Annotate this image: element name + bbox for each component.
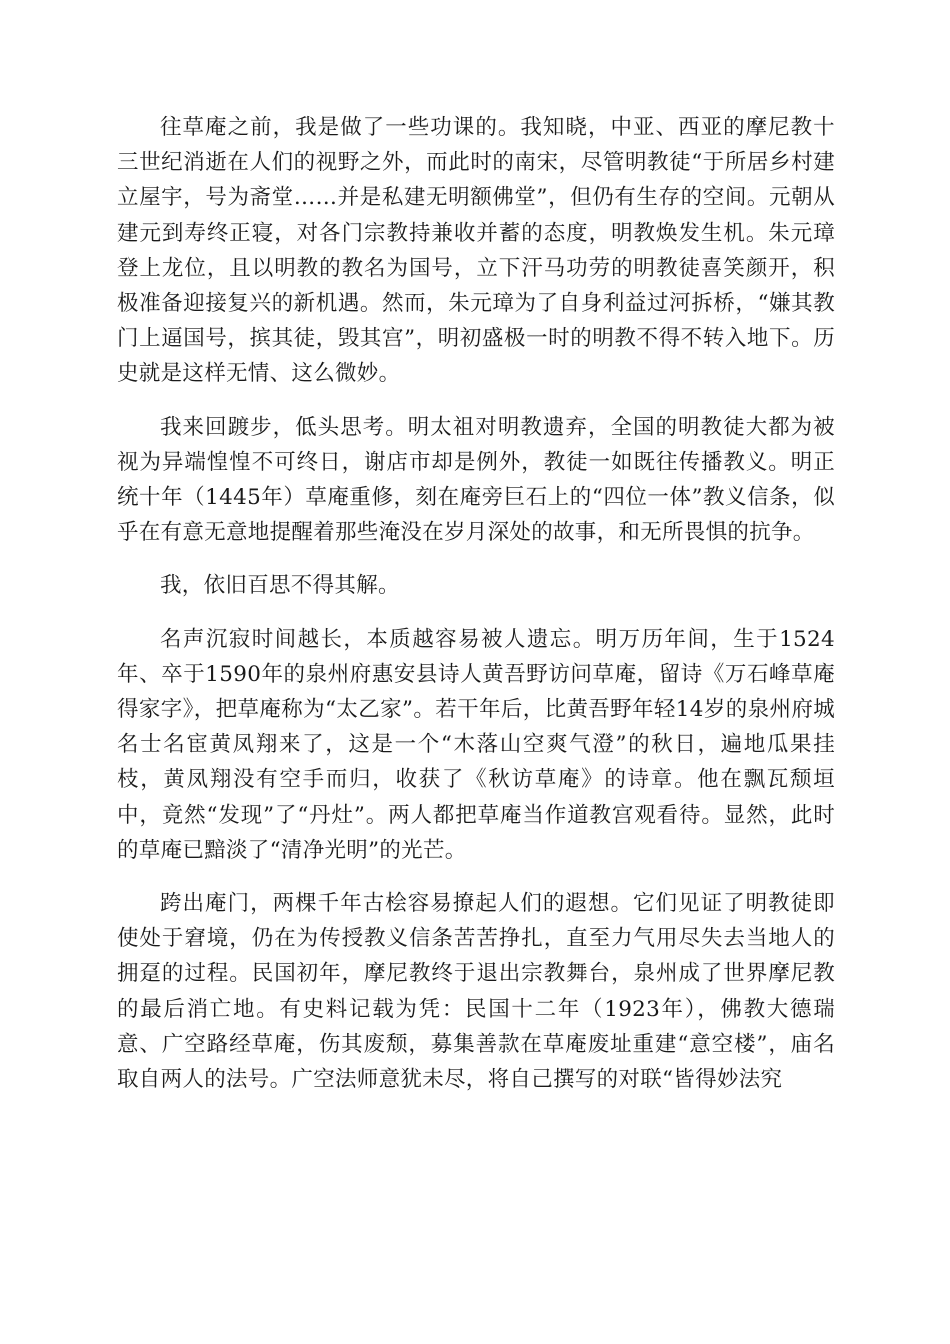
paragraph-3: 我，依旧百思不得其解。	[160, 573, 400, 599]
paragraph-2: 我来回踱步，低头思考。明太祖对明教遗弃，全国的明教徒大都为被视为异端惶惶不可终日，谢店市却是例外，教徒一如既往传播教义。明正统十年（1445年）草庵重修，刻在庵旁巨石上的“四位一体”教义信条，似乎在有意无意地提醒着那些淹没在岁月深处的故事，和无所畏惧的抗争。	[117, 414, 835, 546]
paragraph-5: 跨出庵门，两棵千年古桧容易撩起人们的遐想。它们见证了明教徒即使处于窘境，仍在为传授教义信条苦苦挣扎，直至力气用尽失去当地人的拥趸的过程。民国初年，摩尼教终于退出宗教舞台，泉州成了世界摩尼教的最后消亡地。有史料记载为凭：民国十二年（1923年），佛教大德瑞意、广空路经草庵，伤其废颓，募集善款在草庵废址重建“意空楼”，庙名取自两人的法号。广空法师意犹未尽，将自己撰写的对联“皆得妙法究	[117, 891, 835, 1093]
paragraph-1: 往草庵之前，我是做了一些功课的。我知晓，中亚、西亚的摩尼教十三世纪消逝在人们的视野之外，而此时的南宋，尽管明教徒“于所居乡村建立屋宇，号为斋堂……并是私建无明额佛堂”，但仍有生存的空间。元朝从建元到寿终正寝，对各门宗教持兼收并蓄的态度，明教焕发生机。朱元璋登上龙位，且以明教的教名为国号，立下汗马功劳的明教徒喜笑颜开，积极准备迎接复兴的新机遇。然而，朱元璋为了自身利益过河拆桥，“嫌其教门上逼国号，摈其徒，毁其宫”，明初盛极一时的明教不得不转入地下。历史就是这样无情、这么微妙。	[117, 115, 835, 387]
article-body	[117, 110, 835, 1115]
paragraph-4: 名声沉寂时间越长，本质越容易被人遗忘。明万历年间，生于1524年、卒于1590年的泉州府惠安县诗人黄吾野访问草庵，留诗《万石峰草庵得家字》，把草庵称为“太乙家”。若干年后，比黄吾野年轻14岁的泉州府城名士名宦黄凤翔来了，这是一个“木落山空爽气澄”的秋日，遍地瓜果挂枝，黄凤翔没有空手而归，收获了《秋访草庵》的诗章。他在飘瓦颓垣中，竟然“发现”了“丹灶”。两人都把草庵当作道教宫观看待。显然，此时的草庵已黯淡了“清净光明”的光芒。	[117, 626, 835, 863]
